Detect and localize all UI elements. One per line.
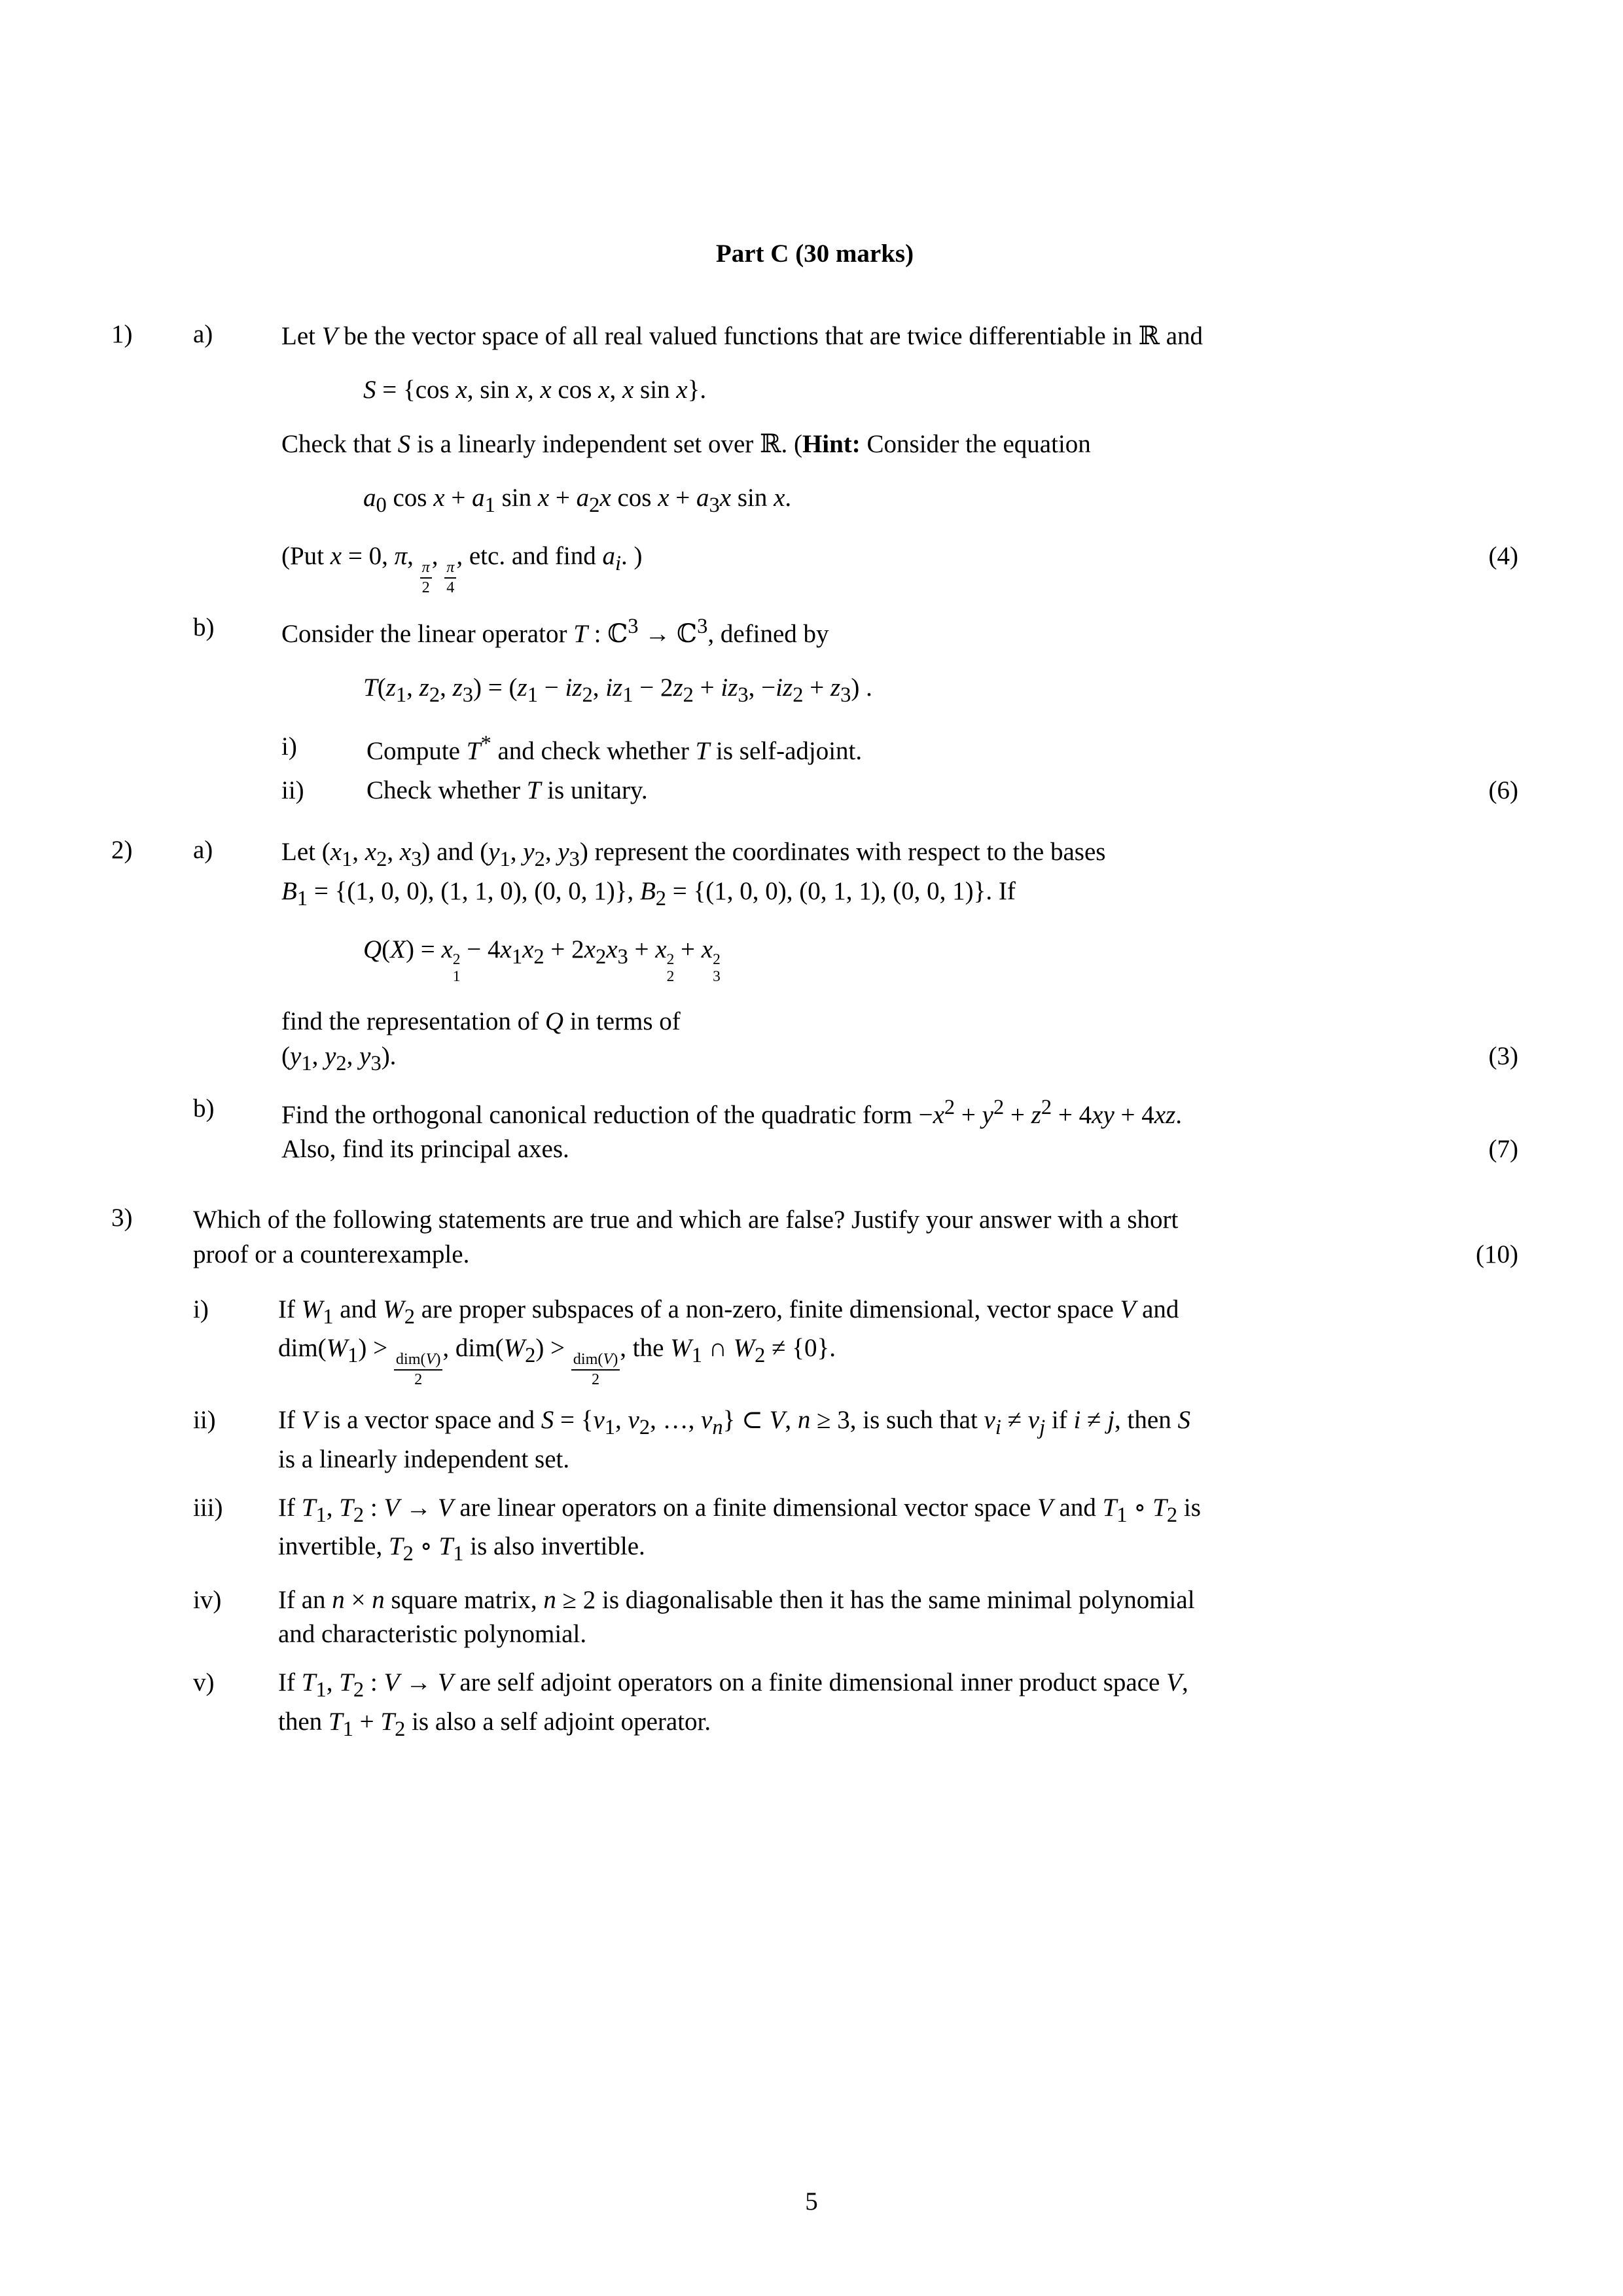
q2b-line2	[281, 1132, 1518, 1166]
q2a-line4-text: ($y_1$, $y_2$, $y_3$).	[281, 1041, 397, 1075]
question-1a-body	[281, 319, 1518, 597]
q3-item-iii	[193, 1491, 1518, 1569]
question-2a-body	[281, 835, 1518, 1078]
q3-item-i-line1: If $W_1$ and $W_2$ are proper subspaces of a non-zero, finite dimensional, vector space V and	[278, 1295, 1179, 1329]
question-3-number: 3)	[111, 1204, 133, 1232]
q3-item-iii-label: iii)	[193, 1493, 223, 1522]
q3-item-i-line2: $dim(W_1)$ > $\frac{\text{dim(V)}}{2}$ , $dim(W_2)$ > $\frac{\text{dim(V)}}{2}$ , the $W_1$ ∩ $W_2 \ne \{0\}$.	[278, 1334, 836, 1388]
q3-marks: (10)	[1476, 1240, 1518, 1268]
q3-item-v-label: v)	[193, 1668, 215, 1697]
q3-intro-line2	[193, 1238, 1518, 1272]
q3-item-i-label: i)	[193, 1295, 209, 1323]
question-1b	[193, 613, 1518, 813]
q2b-line2-text: Also, find its principal axes.	[281, 1135, 569, 1164]
question-2a	[193, 835, 1518, 1078]
q3-item-i	[193, 1293, 1518, 1389]
q1b-item-i-text: Compute T* and check whether T is self-adjoint.	[366, 731, 863, 765]
q1b-marks: (6)	[1488, 776, 1518, 805]
q1b-equation-operator: $T(z_1$, $z_2$, $z_3) = (z_1 - iz_2$, $iz_1 - 2z_2 + iz_3$, $-iz_2 + z_3$) .	[363, 673, 872, 708]
q3-item-v	[193, 1666, 1518, 1744]
q1b-item-i	[281, 730, 1518, 768]
page-number: 5	[805, 2187, 818, 2215]
question-2b	[193, 1094, 1518, 1167]
question-2a-label: a)	[193, 836, 213, 865]
q3-item-iv-line1: If an n × n square matrix, n ≥ 2 is diagonalisable then it has the same minimal polynomial	[278, 1585, 1195, 1614]
q2a-line2: $B_1 = \{(1$, 0, 0), (1, 1, 0), (0, 0, 1)}, $B_2 = \{(1$, 0, 0), (0, 1, 1), (0, 0, 1)}. If	[281, 876, 1016, 910]
q2a-line1: Let ($x_1$, $x_2$, $x_3$) and ($y_1$, $y_2$, $y_3$) represent the coordinates with respect to the bases	[281, 838, 1106, 872]
q3-item-v-line2: then $T_1 + T_2$ is also a self adjoint operator.	[278, 1707, 711, 1741]
question-1a	[193, 319, 1518, 597]
question-2-body	[193, 835, 1518, 1166]
q1b-item-i-label: i)	[281, 732, 297, 761]
question-1-number: 1)	[111, 320, 133, 348]
question-2b-body	[281, 1094, 1518, 1167]
section-title: Part C (30 marks)	[715, 240, 914, 268]
q2b-marks: (7)	[1488, 1135, 1518, 1164]
question-3-body	[193, 1203, 1518, 1757]
q3-item-iv-line2: and characteristic polynomial.	[278, 1619, 587, 1648]
q3-item-iii-line1: If $T_1$, $T_2$ : V → V are linear operators on a finite dimensional vector space V and $T_1$ ∘ $T_2$ is	[278, 1493, 1201, 1527]
q2a-equation-quadratic: Q(X) = x 2 1 − $4x_1x_2 + 2x_2x_3 + x$ 2 2 + x 2 3	[363, 935, 721, 985]
q1b-items	[281, 730, 1518, 808]
q1b-item-ii-text: Check whether T is unitary.	[366, 776, 648, 805]
question-2-number: 2)	[111, 836, 133, 865]
q1a-equation-set: S = {cos x, sin x, x cos x, x sin x}.	[363, 376, 707, 404]
q3-item-iii-line2: invertible, $T_2$ ∘ $T_1$ is also invertible.	[278, 1532, 645, 1566]
question-1b-body	[281, 613, 1518, 813]
q3-item-ii-line1: If V is a vector space and $S = \{v_1$, $v_2$, …, $v_n$} ⊂ V, n ≥ 3, is such that $v_i \ne v_j$ if i ≠ j, then S	[278, 1406, 1190, 1440]
q2a-line4	[281, 1039, 1518, 1078]
question-1b-label: b)	[193, 613, 215, 642]
q1b-item-ii	[281, 774, 1518, 808]
q3-item-ii	[193, 1403, 1518, 1477]
q1a-equation-combination: $a_0$ $\cos x + a_1$ $\sin x + a_2x$ $\cos x + a_3x$ sin x.	[363, 483, 792, 517]
question-1	[111, 319, 1518, 813]
q1a-check-line: Check that S is a linearly independent set over ℝ. (Hint: Consider the equation	[281, 429, 1091, 458]
q1b-intro: Consider the linear operator T : ℂ$^3$ → ℂ$^3$, defined by	[281, 615, 829, 649]
q3-intro-line2-text: proof or a counterexample.	[193, 1240, 470, 1268]
q1a-intro: Let V be the vector space of all real valued functions that are twice differentiable in ℝ and	[281, 322, 1204, 350]
q3-item-iv	[193, 1583, 1518, 1652]
question-1a-label: a)	[193, 320, 213, 348]
q3-item-ii-line2: is a linearly independent set.	[278, 1444, 570, 1473]
q1a-put-text: (Put x = 0, π, $\frac{\pi}{2}$ , $\frac{\pi}{4}$ , etc. and find $a_i$. )	[281, 542, 643, 596]
q1a-marks: (4)	[1488, 542, 1518, 571]
question-1-body	[193, 319, 1518, 813]
q3-item-iv-label: iv)	[193, 1585, 222, 1614]
q2a-marks: (3)	[1488, 1041, 1518, 1070]
q3-intro-line1: Which of the following statements are true and which are false? Justify your answer with a short	[193, 1206, 1179, 1234]
q1b-item-ii-label: ii)	[281, 776, 304, 805]
question-3	[111, 1203, 1518, 1757]
q1a-put-line	[281, 539, 1518, 597]
q3-item-v-line1: If $T_1$, $T_2$ : V → V are self adjoint operators on a finite dimensional inner product space V,	[278, 1668, 1188, 1702]
q3-item-ii-label: ii)	[193, 1406, 216, 1435]
q3-items	[193, 1293, 1518, 1744]
question-2	[111, 835, 1518, 1166]
question-2b-label: b)	[193, 1094, 215, 1122]
q2a-line3: find the representation of Q in terms of	[281, 1007, 681, 1036]
q2b-line1: Find the orthogonal canonical reduction of the quadratic form $-x^2 + y^2 + z^2 + 4xy + 4xz$.	[281, 1095, 1183, 1129]
